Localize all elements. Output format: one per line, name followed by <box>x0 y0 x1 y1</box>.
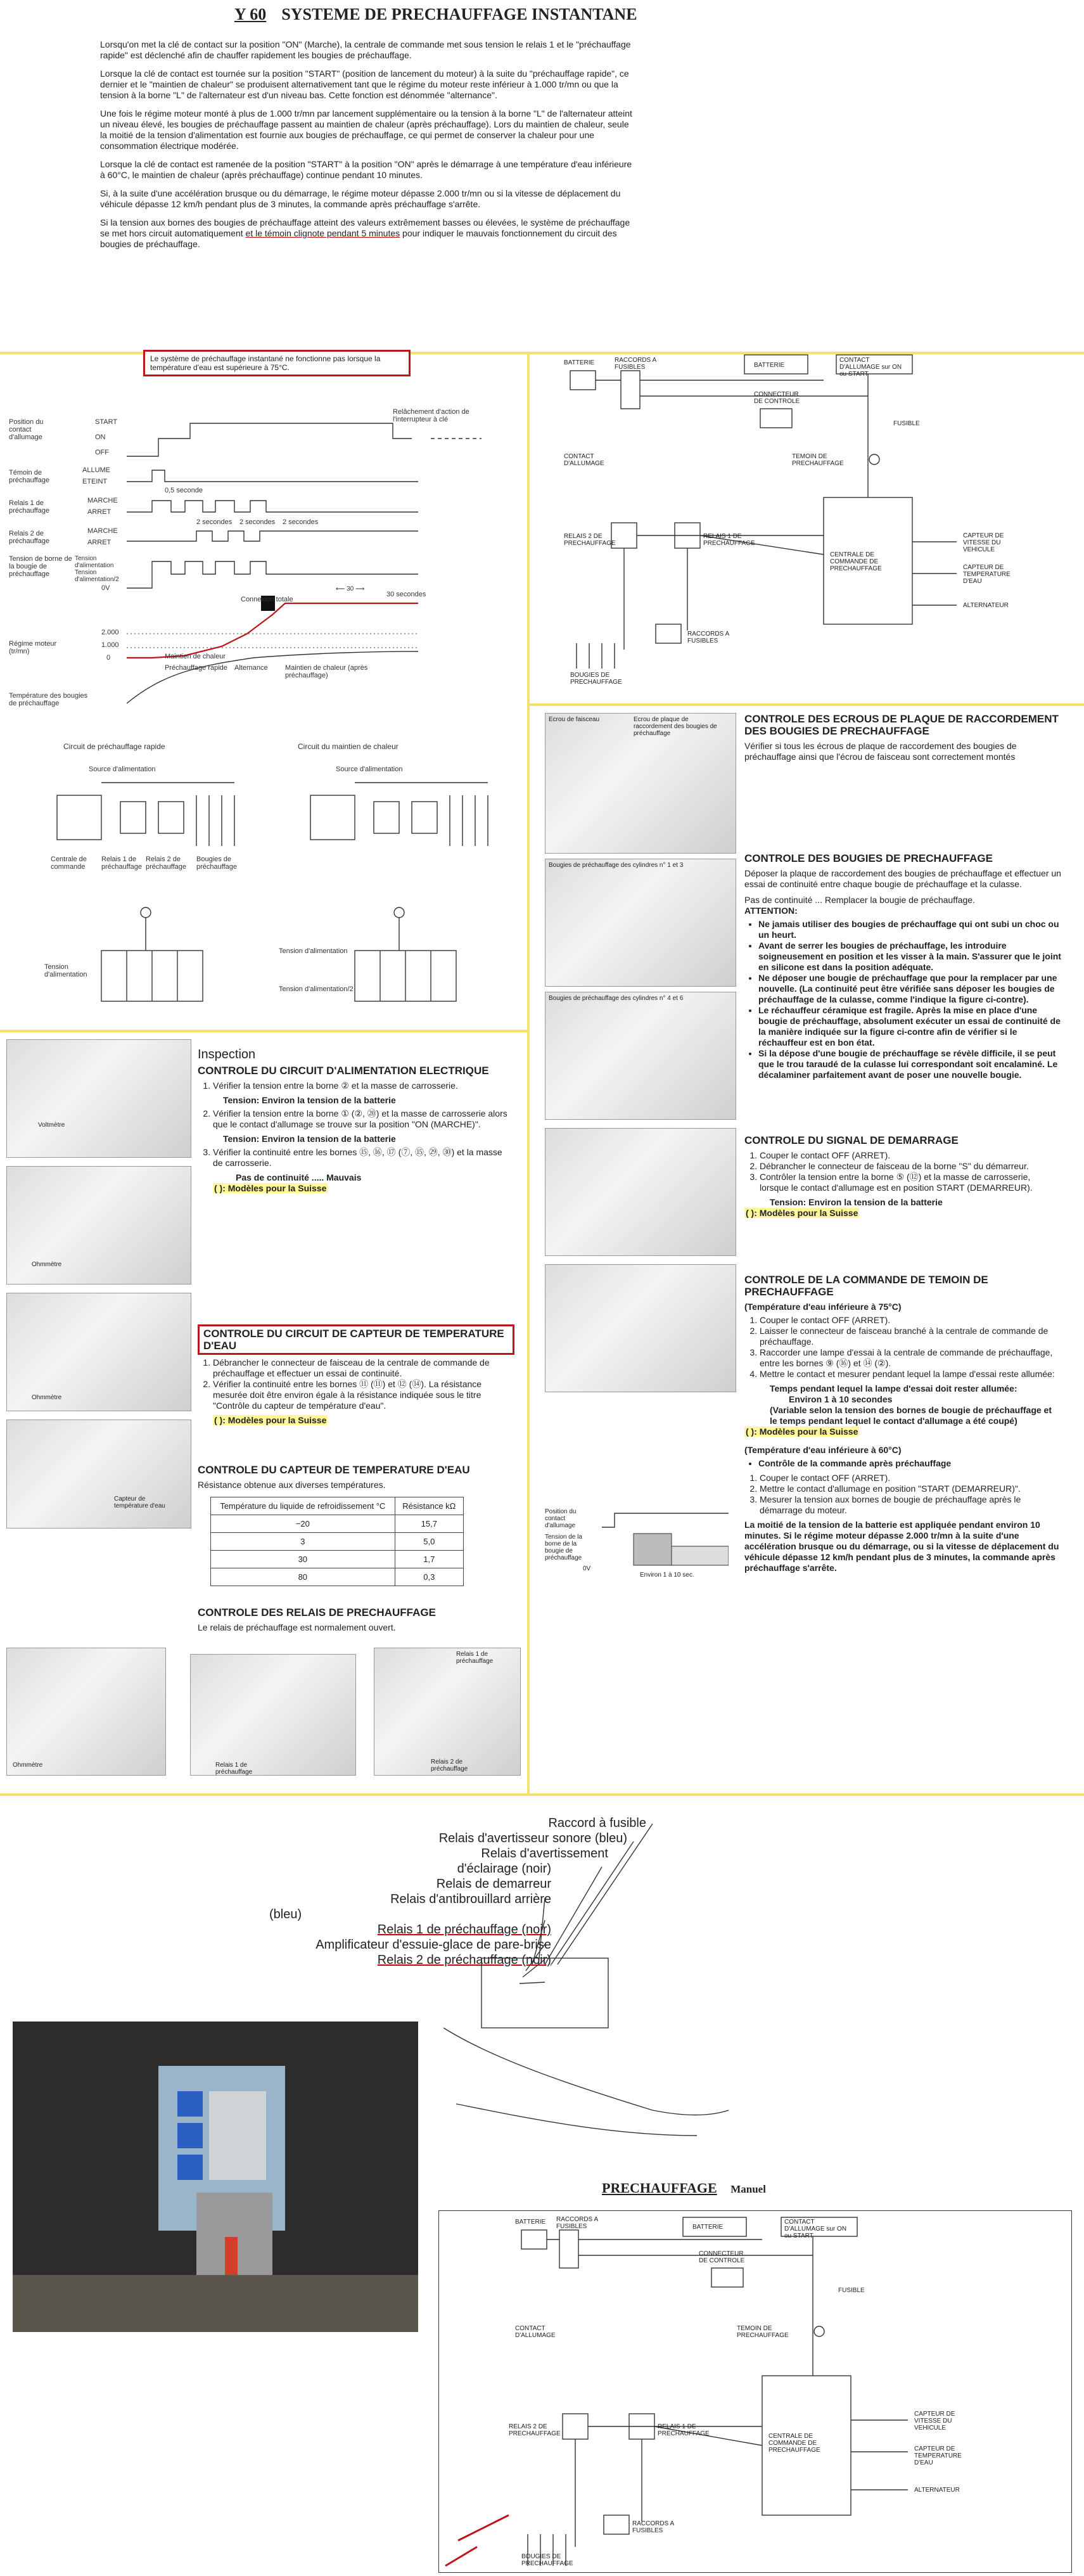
modeles-note: ( ): Modèles pour la Suisse <box>214 1183 327 1193</box>
schematic-label: TEMOIN DE PRECHAUFFAGE <box>792 453 844 467</box>
section-capteur-temp <box>198 1464 514 1586</box>
list-item: 1. Couper le contact OFF (ARRET). <box>760 1473 1061 1483</box>
schematic-label: CONTACT D'ALLUMAGE sur ON ou START <box>784 2219 847 2240</box>
level-label: MARCHE <box>87 527 118 535</box>
timing-note: Le système de préchauffage instantané ne fonctionne pas lorsque la température d'eau est supérieure à 75°C. <box>143 350 411 376</box>
list-item: 3. Contrôler la tension entre la borne ⑤ (⑫) et la masse de carrosserie, lorsque le contact d'allumage est en position START (DEMARREUR). <box>760 1172 1061 1193</box>
photo-label: Ecrou de faisceau <box>549 716 600 723</box>
photo-label: Voltmètre <box>38 1122 65 1129</box>
title-text: SYSTEME DE PRECHAUFFAGE INSTANTANE <box>281 5 637 23</box>
photo-label: Bougies de préchauffage des cylindres n° 1 et 3 <box>549 862 684 869</box>
tension-label: Tension d'alimentation/2 <box>279 985 354 993</box>
schematic-label: RELAIS 1 DE PRECHAUFFAGE <box>658 2423 710 2437</box>
timing-annotation: Alternance <box>234 664 268 672</box>
modeles-note: ( ): Modèles pour la Suisse <box>214 1415 327 1425</box>
schematic-label: ALTERNATEUR <box>963 602 1009 609</box>
tension-value: Tension: Environ la tension de la batterie <box>223 1134 396 1144</box>
unit-label: Centrale de commande <box>51 855 87 871</box>
list-item: 3. Mesurer la tension aux bornes de bougie de préchauffage après le démarrage du moteur. <box>760 1494 1061 1516</box>
schematic-label: CAPTEUR DE VITESSE DU VEHICULE <box>914 2411 955 2432</box>
table-row: 30 1,7 <box>211 1551 464 1568</box>
intro-p3: Une fois le régime moteur monté à plus de 1.000 tr/mn par lancement supplémentaire ou la tension à la borne "L" de l'alternateur atteint un niveau élevé, les bougies de préchauffage passent au maintien de chaleur (après préchauffage). Lors du maintien de chaleur, seule la moitié de la tension d'alimentation est fournie aux bougies de préchauffage, ce qui permet de conserver la chaleur pour une consommation électrique modérée. <box>100 108 632 151</box>
intro-p4: Lorsque la clé de contact est ramenée de la position "START" à la position "ON" après le démarrage à une température d'eau inférieure à 60°C, le maintien de chaleur (après préchauffage) continue pendant 10 minutes. <box>100 159 632 180</box>
unit-label: Bougies de préchauffage <box>196 855 238 871</box>
relay-label: Relais d'antibrouillard arrière <box>390 1892 551 1906</box>
relay-label: Relais d'avertisseur sonore (bleu) <box>438 1831 627 1845</box>
graph-label: 0V <box>583 1565 591 1572</box>
section-demarrage <box>744 1134 1061 1219</box>
section-sub: (Température d'eau inférieure à 75°C) <box>744 1302 902 1312</box>
list-item: 1. Couper le contact OFF (ARRET). <box>760 1315 1061 1326</box>
section-title: CONTROLE DU CAPTEUR DE TEMPERATURE D'EAU <box>198 1464 470 1476</box>
schematic-label: CONTACT D'ALLUMAGE <box>564 453 604 467</box>
source-label: Source d'alimentation <box>89 766 156 773</box>
section-inspection <box>198 1049 514 1194</box>
photo-label: Ohmmètre <box>32 1394 62 1401</box>
level-label: 0 <box>106 654 111 662</box>
divider <box>0 1030 527 1032</box>
photo-label: Bougies de préchauffage des cylindres n° 4 et 6 <box>549 995 684 1002</box>
underlined-warning: et le témoin clignote pendant 5 minutes <box>245 228 400 238</box>
schematic-label: RELAIS 2 DE PRECHAUFFAGE <box>509 2423 561 2437</box>
wiring-schematic-manuel <box>438 2210 1072 2573</box>
list-item: 2. Laisser le connecteur de faisceau branché à la centrale de commande de préchauffage. <box>760 1326 1061 1347</box>
section-text: Déposer la plaque de raccordement des bougies de préchauffage et effectuer un essai de continuité entre chaque bougie de préchauffage et la culasse. <box>744 868 1061 889</box>
row-label: Température des bougies de préchauffage <box>9 692 88 707</box>
temoin-graph <box>545 1508 729 1584</box>
tension-value: Tension: Environ la tension de la batterie <box>223 1095 396 1105</box>
timing-annotation: 0,5 seconde <box>165 487 203 494</box>
relay-label: Relais de demarreur <box>436 1877 551 1891</box>
page-title <box>234 5 637 24</box>
level-label: ARRET <box>87 508 112 516</box>
timing-annotation: Relâchement d'action de l'interrupteur à clé <box>393 408 469 423</box>
table-header: Température du liquide de refroidissement °C <box>211 1497 395 1515</box>
timing-annotation: Préchauffage rapide <box>165 664 227 672</box>
list-item: 1. Vérifier la tension entre la borne ② et la masse de carrosserie. <box>213 1080 514 1091</box>
section-title: CONTROLE DES ECROUS DE PLAQUE DE RACCORDEMENT DES BOUGIES DE PRECHAUFFAGE <box>744 713 1059 737</box>
level-label: ARRET <box>87 539 112 546</box>
level-label: MARCHE <box>87 497 118 504</box>
schematic-label: CENTRALE DE COMMANDE DE PRECHAUFFAGE <box>768 2433 820 2454</box>
section-title: CONTROLE DU CIRCUIT DE CAPTEUR DE TEMPERATURE D'EAU <box>203 1328 504 1352</box>
section-subtitle: CONTROLE DU CIRCUIT D'ALIMENTATION ELECTRIQUE <box>198 1065 489 1077</box>
modeles-note: ( ): Modèles pour la Suisse <box>746 1208 858 1218</box>
list-item: 1. Couper le contact OFF (ARRET). <box>760 1150 1061 1161</box>
timing-annotation: 2 secondes <box>196 518 233 526</box>
schematic-label: FUSIBLE <box>893 420 920 427</box>
section-title: Inspection <box>198 1048 256 1061</box>
section-title: CONTROLE DE LA COMMANDE DE TEMOIN DE PRECHAUFFAGE <box>744 1274 988 1298</box>
photo-label: Relais 1 de préchauffage <box>215 1762 253 1776</box>
final-note: La moitié de la tension de la batterie est appliquée pendant environ 10 minutes. Si le régime moteur dépasse 2.000 tr/mn à la suite d'une accélération brusque ou du démarrage, ou si la vitesse de déplacement du véhicule dépasse 12 km/h pendant plus de 3 minutes, la commande après préchauffage s'arrête. <box>744 1520 1059 1573</box>
section-capteur-circuit <box>198 1324 514 1426</box>
section-ecrous <box>744 713 1061 762</box>
relay-label: (bleu) <box>269 1907 302 1921</box>
list-item: • Le réchauffeur céramique est fragile. Après la mise en place d'une bougie de préchauffage, absolument exécuter un essai de continuité de la manière indiquée sur la figure ci-contre afin de vérifier si le réchauffeur est en bon état. <box>758 1005 1061 1048</box>
schematic-label: CONNECTEUR DE CONTROLE <box>754 391 800 405</box>
svg-text:⟵ 30 ⟶: ⟵ 30 ⟶ <box>336 586 365 593</box>
relay-label: Amplificateur d'essuie-glace de pare-brise <box>316 1938 551 1952</box>
section-temoin <box>744 1274 1061 1573</box>
source-label: Source d'alimentation <box>336 766 403 773</box>
schematic-label: CONTACT D'ALLUMAGE <box>515 2325 556 2339</box>
section-text: Pas de continuité ... Remplacer la bougie de préchauffage. <box>744 895 975 905</box>
section-text: Résistance obtenue aux diverses températures. <box>198 1480 386 1490</box>
circuit-title: Circuit de préchauffage rapide <box>63 742 165 751</box>
list-item: 2. Débrancher le connecteur de faisceau de la borne "S" du démarreur. <box>760 1161 1061 1172</box>
photo-label: Relais 2 de préchauffage <box>431 1759 468 1772</box>
schematic-label: RELAIS 1 DE PRECHAUFFAGE <box>703 533 755 547</box>
photo-label: Capteur de température d'eau <box>114 1496 165 1509</box>
section-text: Le relais de préchauffage est normalement ouvert. <box>198 1622 396 1632</box>
schematic-label: RELAIS 2 DE PRECHAUFFAGE <box>564 533 616 547</box>
graph-label: Position du contact d'allumage <box>545 1508 577 1529</box>
level-label: ETEINT <box>82 478 108 485</box>
list-item: 2. Mettre le contact d'allumage en position "START (DEMARREUR)". <box>760 1483 1061 1494</box>
divider <box>0 1793 1084 1796</box>
photo-label: Relais 1 de préchauffage <box>456 1651 494 1665</box>
attention-label: ATTENTION: <box>744 906 798 916</box>
level-label: 2.000 <box>101 629 119 636</box>
photo-ohmmetre-2 <box>6 1293 191 1411</box>
temps-value: Environ 1 à 10 secondes <box>789 1394 893 1404</box>
schematic-label: CAPTEUR DE VITESSE DU VEHICULE <box>963 532 1004 553</box>
list-item: 2. Vérifier la continuité entre les bornes ⑪ (⑪) et ⑫ (⑭). La résistance mesurée doit être environ égale à la résistance indiquée sous le titre "Contrôle du capteur de température d'eau". <box>213 1379 514 1411</box>
relay-label: Relais d'avertissement <box>481 1847 608 1861</box>
section-sub: (Température d'eau inférieure à 60°C) <box>744 1445 902 1455</box>
row-label: Témoin de préchauffage <box>9 469 50 484</box>
schematic-label: TEMOIN DE PRECHAUFFAGE <box>737 2325 789 2339</box>
level-label: Tension d'alimentation/2 <box>75 569 119 583</box>
tension-circuits <box>63 906 507 1020</box>
row-label: Tension de borne de la bougie de préchauffage <box>9 555 72 578</box>
section-text: Vérifier si tous les écrous de plaque de raccordement des bougies de préchauffage ainsi que l'écrou de faisceau sont correctement montés <box>744 741 1017 762</box>
graph-label: Environ 1 à 10 sec. <box>640 1572 694 1579</box>
photo-label: Ecrou de plaque de raccordement des bougies de préchauffage <box>634 716 717 737</box>
photo-capteur <box>6 1419 191 1528</box>
list-item: 1. Débrancher le connecteur de faisceau de la centrale de commande de préchauffage et effectuer un essai de continuité. <box>213 1357 514 1379</box>
tension-label: Tension d'alimentation <box>279 947 348 955</box>
photo-fuse-box <box>13 2022 418 2332</box>
list-item: • Ne jamais utiliser des bougies de préchauffage qui ont subi un choc ou un heurt. <box>758 919 1061 940</box>
photo-temoin <box>545 1264 736 1392</box>
section-bougies <box>744 852 1061 1084</box>
variable-note: (Variable selon la tension des bornes de bougie de préchauffage et le temps pendant lequel le contact d'allumage a été coupé) <box>770 1405 1052 1426</box>
relay-label: Raccord à fusible <box>548 1816 646 1830</box>
resistance-table <box>210 1497 464 1586</box>
level-label: START <box>95 418 118 426</box>
circuit-title: Circuit du maintien de chaleur <box>298 742 399 751</box>
intro-text <box>100 39 632 257</box>
photo-demarrage <box>545 1128 736 1256</box>
row-label: Relais 1 de préchauffage <box>9 499 50 515</box>
list-item: 2. Vérifier la tension entre la borne ① (②, ⑳) et la masse de carrosserie alors que le contact d'allumage se trouve sur la position "ON (MARCHE)". <box>213 1108 514 1130</box>
intro-p6: Si la tension aux bornes des bougies de préchauffage atteint des valeurs extrêmement basses ou élevées, le système de préchauffage se met hors circuit automatiquement et le témoin clignote pendant 5 minutes pour indiquer le mauvais fonctionnement du circuit des bougies de préchauffage. <box>100 217 630 249</box>
manuel-title <box>602 2180 766 2196</box>
photo-bougies-1-3 <box>545 859 736 987</box>
list-item: • Ne déposer une bougie de préchauffage que pour la remplacer par une nouvelle. (La continuité peut être vérifiée sans déposer les bougies de préchauffage de la culasse, comme l'indique la figure ci-contre). <box>758 973 1061 1005</box>
relay-box-drawing <box>443 1819 729 2148</box>
schematic-label: ALTERNATEUR <box>914 2487 960 2494</box>
continuite-value: Pas de continuité ..... Mauvais <box>236 1172 362 1182</box>
unit-label: Relais 1 de préchauffage <box>101 855 143 871</box>
level-label: ALLUME <box>82 466 111 474</box>
timing-annotation: Connexion totale <box>241 596 293 603</box>
list-item: • Avant de serrer les bougies de préchauffage, les introduire soigneusement en position et les visser à la main. S'assurer que le joint en silicone est dans la position adéquate. <box>758 940 1061 973</box>
intro-p5: Si, à la suite d'une accélération brusque ou du démarrage, le régime moteur dépasse 2.000 tr/mn ou si la vitesse de déplacement du véhicule dépasse 12 km/h pendant plus de 3 minutes, la commande après préchauffage s'arrête. <box>100 188 621 209</box>
schematic-label: CAPTEUR DE TEMPERATURE D'EAU <box>914 2445 962 2466</box>
photo-relais-1 <box>190 1654 356 1776</box>
modeles-note: ( ): Modèles pour la Suisse <box>746 1426 858 1437</box>
table-row: 80 0,3 <box>211 1568 464 1586</box>
section-title: CONTROLE DES BOUGIES DE PRECHAUFFAGE <box>744 852 993 864</box>
timing-diagram <box>6 406 520 710</box>
intro-p1: Lorsqu'on met la clé de contact sur la position "ON" (Marche), la centrale de commande met sous tension le relais 1 et le "préchauffage rapide" est déclenché afin de chauffer rapidement les bougies de préchauffage. <box>100 39 631 60</box>
photo-relais-ohm <box>6 1648 166 1776</box>
section-title: CONTROLE DU SIGNAL DE DEMARRAGE <box>744 1134 959 1146</box>
timing-annotation: Maintien de chaleur <box>165 653 226 660</box>
list-item: 3. Raccorder une lampe d'essai à la centrale de commande de préchauffage, entre les bornes ⑨ (⑯) et ⑭ (②). <box>760 1347 1061 1369</box>
list-item: • Contrôle de la commande après préchauffage <box>758 1458 1061 1469</box>
schematic-label: RACCORDS A FUSIBLES <box>687 631 729 644</box>
schematic-label: BATTERIE <box>564 359 595 366</box>
intro-p2: Lorsque la clé de contact est tournée sur la position "START" (position de lancement du moteur) à la suite du "préchauffage rapide", ce dernier et le "maintien de chaleur" se produisent alternativement tant que le régime du moteur reste inférieur à 1.000 tr/mn ou que la tension à la borne "L" de l'alternateur est d'un niveau bas. Cette fonction est dénommée "alternance". <box>100 68 629 100</box>
photo-relais-2 <box>374 1648 521 1776</box>
temps-label: Temps pendant lequel la lampe d'essai doit rester allumée: <box>770 1383 1017 1394</box>
photo-voltmetre <box>6 1039 191 1158</box>
level-label: 1.000 <box>101 641 119 649</box>
schematic-label: RACCORDS A FUSIBLES <box>632 2520 674 2534</box>
section-relais <box>198 1606 514 1633</box>
table-row: 3 5,0 <box>211 1533 464 1551</box>
schematic-label: BATTERIE <box>754 362 785 369</box>
schematic-label: RACCORDS A FUSIBLES <box>556 2216 598 2230</box>
list-item: • Si la dépose d'une bougie de préchauffage se révèle difficile, il se peut que le trou taraudé de la culasse lui correspondant soit encalaminé. Le décalaminer parfaitement avant de poser une nouvelle bougie. <box>758 1048 1061 1080</box>
schematic-label: BATTERIE <box>515 2219 546 2226</box>
schematic-label: RACCORDS A FUSIBLES <box>615 357 656 371</box>
level-label: Tension d'alimentation <box>75 555 114 569</box>
manuel-sub: Manuel <box>730 2183 766 2195</box>
schematic-label: BATTERIE <box>692 2224 724 2231</box>
level-label: OFF <box>95 449 109 456</box>
unit-label: Relais 2 de préchauffage <box>146 855 187 871</box>
photo-label: Ohmmètre <box>32 1261 62 1268</box>
timing-annotation: 2 secondes <box>239 518 276 526</box>
relay-label-highlighted: Relais 2 de préchauffage (noir) <box>377 1953 551 1967</box>
timing-annotation: Maintien de chaleur (après préchauffage) <box>285 664 368 679</box>
timing-annotation: 2 secondes <box>283 518 319 526</box>
list-item: 3. Vérifier la continuité entre les bornes ⑮, ⑯, ⑰ (⑦, ⑮, ㉙, ㉚) et la masse de carrosserie. <box>213 1147 514 1169</box>
tension-label: Tension d'alimentation <box>44 963 87 978</box>
divider <box>527 703 1084 706</box>
row-label: Position du contact d'allumage <box>9 418 44 441</box>
section-title: CONTROLE DES RELAIS DE PRECHAUFFAGE <box>198 1606 436 1618</box>
model-label: Y 60 <box>234 5 267 23</box>
table-row: −20 15,7 <box>211 1515 464 1533</box>
schematic-label: CENTRALE DE COMMANDE DE PRECHAUFFAGE <box>830 551 882 572</box>
divider <box>527 352 530 1793</box>
level-label: 0V <box>101 584 110 592</box>
table-header: Résistance kΩ <box>395 1497 463 1515</box>
photo-bougies-4-6 <box>545 992 736 1120</box>
schematic-label: BOUGIES DE PRECHAUFFAGE <box>570 672 622 686</box>
level-label: ON <box>95 433 106 441</box>
row-label: Relais 2 de préchauffage <box>9 530 50 545</box>
photo-label: Ohmmètre <box>13 1762 43 1769</box>
schematic-label: CONTACT D'ALLUMAGE sur ON ou START <box>839 357 902 378</box>
relay-label-highlighted: Relais 1 de préchauffage (noir) <box>377 1923 551 1937</box>
schematic-label: CAPTEUR DE TEMPERATURE D'EAU <box>963 564 1011 585</box>
schematic-label: FUSIBLE <box>838 2287 865 2294</box>
graph-label: Tension de la borne de la bougie de préchauffage <box>545 1534 582 1561</box>
schematic-label: BOUGIES DE PRECHAUFFAGE <box>521 2553 573 2567</box>
wiring-schematic-top <box>551 352 1071 686</box>
schematic-label: CONNECTEUR DE CONTROLE <box>699 2250 745 2264</box>
manuel-title-text: PRECHAUFFAGE <box>602 2180 717 2196</box>
row-label: Régime moteur (tr/mn) <box>9 640 57 655</box>
timing-annotation: 30 secondes <box>386 591 426 598</box>
relay-label: d'éclairage (noir) <box>457 1862 551 1876</box>
list-item: 4. Mettre le contact et mesurer pendant lequel la lampe d'essai reste allumée: <box>760 1369 1061 1380</box>
tension-value: Tension: Environ la tension de la batterie <box>770 1197 943 1207</box>
